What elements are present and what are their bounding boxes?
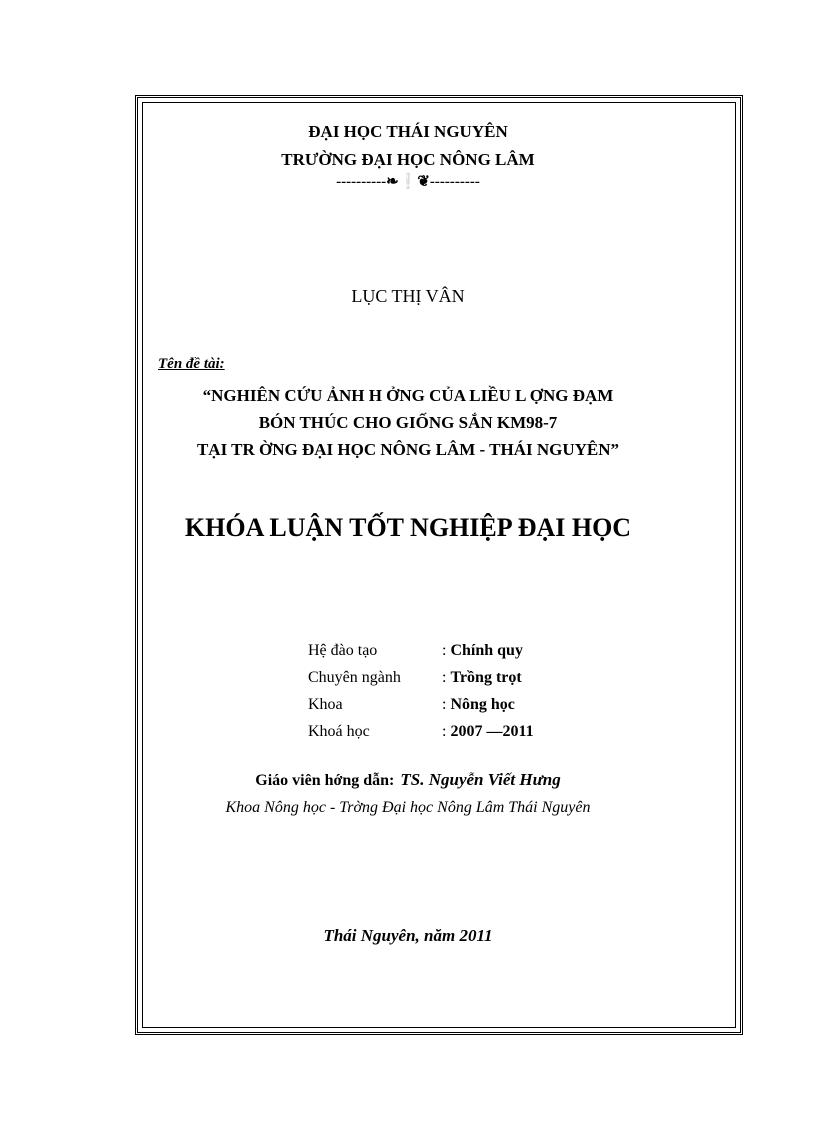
info-row bbox=[308, 664, 534, 691]
info-value: Nông học bbox=[450, 695, 515, 713]
page-border-inner bbox=[142, 102, 736, 1028]
topic-label: Tên đề tài: bbox=[158, 356, 225, 372]
university-name: ĐẠI HỌC THÁI NGUYÊN bbox=[308, 122, 508, 141]
author-name: LỤC THỊ VÂN bbox=[351, 286, 465, 306]
info-label: Hệ đào tạo bbox=[308, 641, 378, 659]
info-value-cell: : Nông học bbox=[442, 695, 515, 713]
topic-line-3: TẠI TR ỜNG ĐẠI HỌC NÔNG LÂM - THÁI NGUYÊN” bbox=[196, 440, 620, 459]
info-label: Khoá học bbox=[308, 722, 370, 740]
info-label: Chuyên ngành bbox=[308, 668, 401, 686]
info-value-cell: : Trồng trọt bbox=[442, 668, 522, 686]
supervisor-line bbox=[0, 770, 816, 790]
page-border bbox=[135, 95, 743, 1035]
ornament-divider: ----------❧❕❦---------- bbox=[336, 174, 480, 190]
info-row bbox=[308, 718, 534, 745]
supervisor-label: Giáo viên hớng dẫn: bbox=[255, 772, 395, 789]
topic-line-1: “NGHIÊN CỨU ẢNH H ỞNG CỦA LIỀU L ỢNG ĐẠM bbox=[202, 386, 614, 405]
info-row bbox=[308, 637, 534, 664]
info-row bbox=[308, 691, 534, 718]
faculty-line: Khoa Nông học - Trờng Đại học Nông Lâm Thái Nguyên bbox=[225, 799, 591, 816]
info-value: 2007 —2011 bbox=[450, 722, 534, 740]
info-label: Khoa bbox=[308, 695, 343, 713]
info-value: Trồng trọt bbox=[450, 668, 522, 686]
program-info-table bbox=[308, 637, 534, 745]
thesis-type-title: KHÓA LUẬN TỐT NGHIỆP ĐẠI HỌC bbox=[184, 513, 632, 542]
topic-line-2: BÓN THÚC CHO GIỐNG SẮN KM98-7 bbox=[258, 413, 558, 432]
place-date: Thái Nguyên, năm 2011 bbox=[323, 926, 493, 945]
school-name: TRƯỜNG ĐẠI HỌC NÔNG LÂM bbox=[281, 150, 535, 169]
info-value-cell: : Chính quy bbox=[442, 641, 523, 659]
info-value-cell: : 2007 —2011 bbox=[442, 722, 534, 740]
supervisor-name: TS. Nguyễn Viết Hưng bbox=[400, 770, 561, 789]
info-value: Chính quy bbox=[450, 641, 523, 659]
